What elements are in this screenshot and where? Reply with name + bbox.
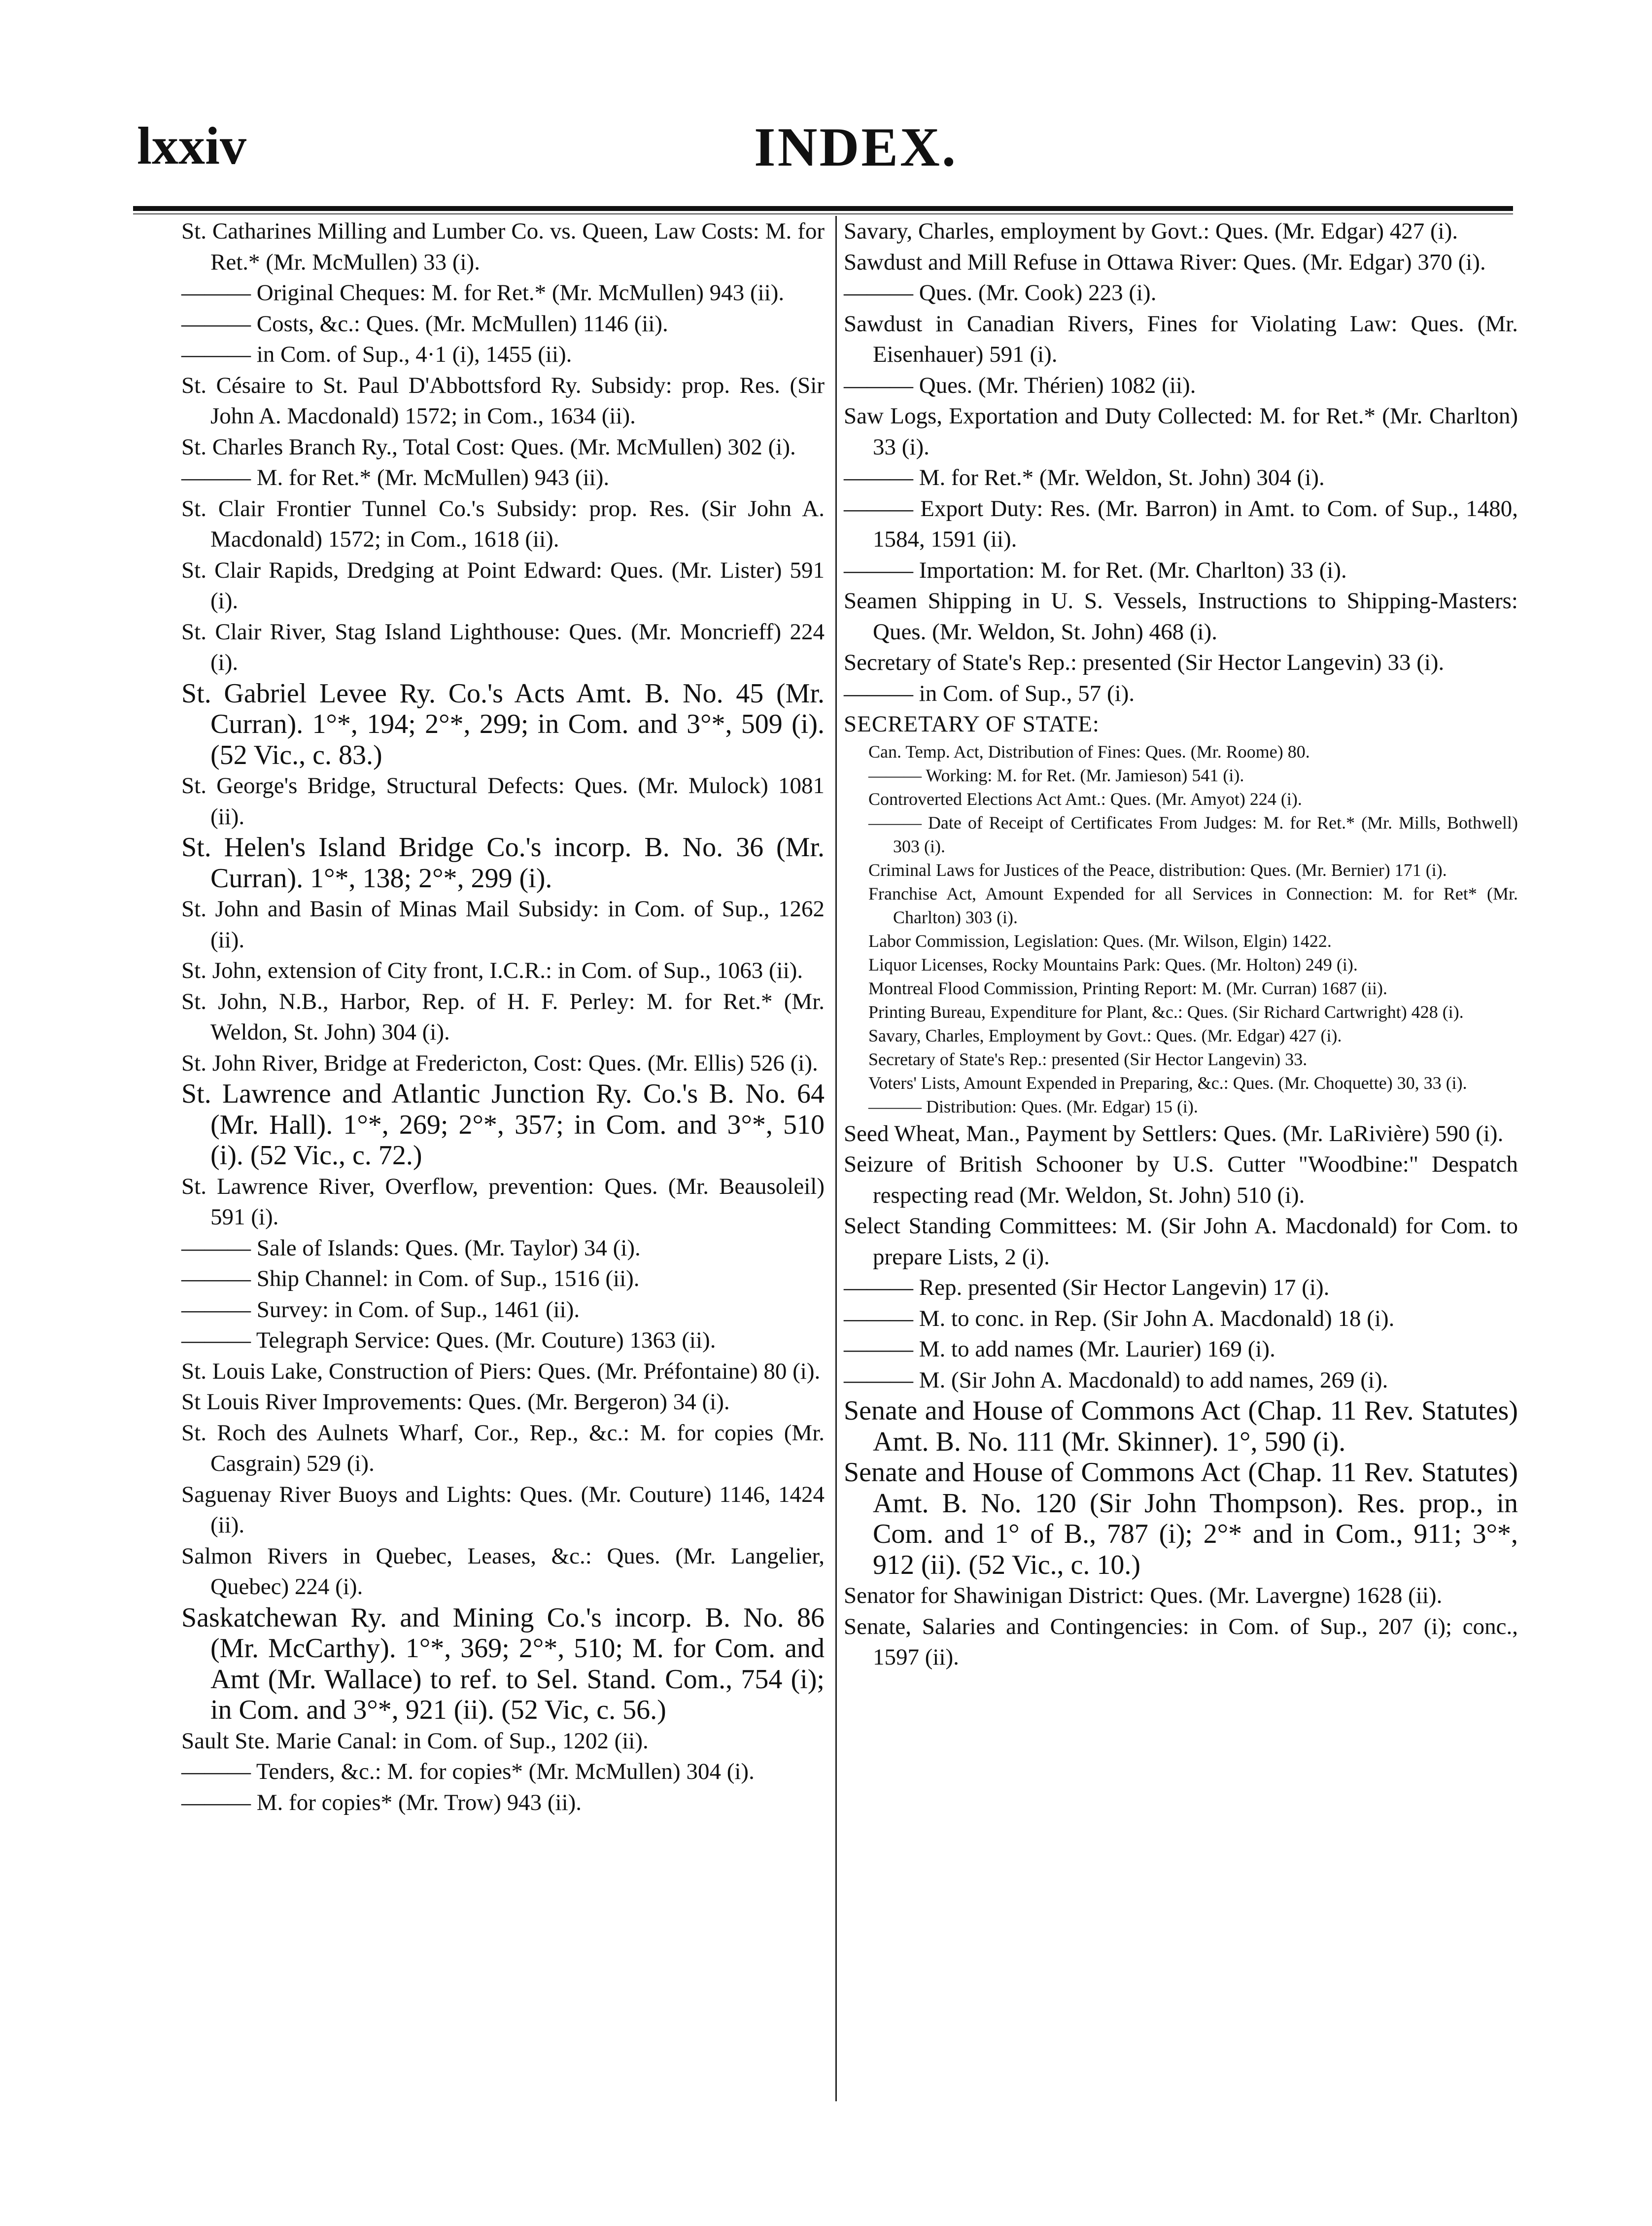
- index-entry: ——— Sale of Islands: Ques. (Mr. Taylor) 34 (i).: [181, 1235, 641, 1261]
- index-entry: Senate and House of Commons Act (Chap. 11 Rev. Statutes) Amt. B. No. 120 (Sir John Thompson). Res. prop., in Com. and 1° of B., 787 (i); 2°* and in Com., 911; 3°*, 912 (ii). (52 Vic., c. 10.): [844, 1457, 1518, 1580]
- index-entry: St. Lawrence River, Overflow, prevention: Ques. (Mr. Beausoleil) 591 (i).: [181, 1173, 825, 1230]
- index-entry: Select Standing Committees: M. (Sir John A. Macdonald) for Com. to prepare Lists, 2 (i).: [844, 1213, 1518, 1270]
- index-entry: ——— M. (Sir John A. Macdonald) to add names, 269 (i).: [844, 1367, 1388, 1393]
- index-entry: Criminal Laws for Justices of the Peace, distribution: Ques. (Mr. Bernier) 171 (i).: [868, 860, 1447, 880]
- index-entry: ——— Ques. (Mr. Cook) 223 (i).: [844, 280, 1157, 306]
- index-entry: Sawdust in Canadian Rivers, Fines for Violating Law: Ques. (Mr. Eisenhauer) 591 (i).: [844, 311, 1518, 367]
- index-entry: Franchise Act, Amount Expended for all Services in Connection: M. for Ret* (Mr. Charlton) 303 (i).: [868, 883, 1518, 927]
- index-entry: St. Charles Branch Ry., Total Cost: Ques. (Mr. McMullen) 302 (i).: [181, 434, 796, 460]
- index-entry: Saguenay River Buoys and Lights: Ques. (Mr. Couture) 1146, 1424 (ii).: [181, 1481, 825, 1538]
- header-rule-thin: [133, 213, 1513, 214]
- index-entry: St. Gabriel Levee Ry. Co.'s Acts Amt. B. No. 45 (Mr. Curran). 1°*, 194; 2°*, 299; in Com. and 3°*, 509 (i). (52 Vic., c. 83.): [181, 678, 825, 770]
- index-entry: St. Lawrence and Atlantic Junction Ry. Co.'s B. No. 64 (Mr. Hall). 1°*, 269; 2°*, 357; in Com. and 3°*, 510 (i). (52 Vic., c. 72.): [181, 1078, 825, 1171]
- index-entry: St. Césaire to St. Paul D'Abbottsford Ry. Subsidy: prop. Res. (Sir John A. Macdonald) 1572; in Com., 1634 (ii).: [181, 372, 825, 429]
- index-entry: ——— Telegraph Service: Ques. (Mr. Couture) 1363 (ii).: [181, 1327, 716, 1353]
- index-entry: ——— Importation: M. for Ret. (Mr. Charlton) 33 (i).: [844, 557, 1347, 583]
- index-entry: Labor Commission, Legislation: Ques. (Mr. Wilson, Elgin) 1422.: [868, 931, 1332, 951]
- index-entry: Seamen Shipping in U. S. Vessels, Instructions to Shipping-Masters: Ques. (Mr. Weldon, St. John) 468 (i).: [844, 588, 1518, 645]
- index-entry: Seizure of British Schooner by U.S. Cutter "Woodbine:" Despatch respecting read (Mr. Weldon, St. John) 510 (i).: [844, 1151, 1518, 1208]
- index-entry: St. Roch des Aulnets Wharf, Cor., Rep., &c.: M. for copies (Mr. Casgrain) 529 (i).: [181, 1420, 825, 1476]
- index-entry: ——— Distribution: Ques. (Mr. Edgar) 15 (i).: [868, 1096, 1198, 1116]
- index-entry: St Louis River Improvements: Ques. (Mr. Bergeron) 34 (i).: [181, 1389, 730, 1415]
- index-entry: ——— in Com. of Sup., 4·1 (i), 1455 (ii).: [181, 342, 572, 367]
- index-entry: ——— M. for Ret.* (Mr. McMullen) 943 (ii).: [181, 465, 610, 490]
- page-number: lxxiv: [137, 117, 247, 175]
- index-entry: Can. Temp. Act, Distribution of Fines: Ques. (Mr. Roome) 80.: [868, 741, 1310, 762]
- index-entry: ——— Export Duty: Res. (Mr. Barron) in Amt. to Com. of Sup., 1480, 1584, 1591 (ii).: [844, 495, 1518, 552]
- index-entry: Secretary of State's Rep.: presented (Sir Hector Langevin) 33 (i).: [844, 650, 1445, 675]
- index-entry: Salmon Rivers in Quebec, Leases, &c.: Ques. (Mr. Langelier, Quebec) 224 (i).: [181, 1543, 825, 1600]
- index-entry: Savary, Charles, employment by Govt.: Ques. (Mr. Edgar) 427 (i).: [844, 218, 1458, 244]
- index-entry: Seed Wheat, Man., Payment by Settlers: Ques. (Mr. LaRivière) 590 (i).: [844, 1120, 1504, 1147]
- right-column: [844, 216, 1518, 1673]
- index-entry: St. John, N.B., Harbor, Rep. of H. F. Perley: M. for Ret.* (Mr. Weldon, St. John) 304 (i).: [181, 988, 825, 1045]
- index-entry: St. Clair River, Stag Island Lighthouse: Ques. (Mr. Moncrieff) 224 (i).: [181, 619, 825, 675]
- index-entry: Saskatchewan Ry. and Mining Co.'s incorp. B. No. 86 (Mr. McCarthy). 1°*, 369; 2°*, 510; M. for Com. and Amt (Mr. Wallace) to ref. to Sel. Stand. Com., 754 (i); in Com. and 3°*, 921 (ii). (52 Vic, c. 56.): [181, 1602, 825, 1725]
- index-entry: Montreal Flood Commission, Printing Report: M. (Mr. Curran) 1687 (ii).: [868, 978, 1387, 998]
- index-entry: Savary, Charles, Employment by Govt.: Ques. (Mr. Edgar) 427 (i).: [868, 1025, 1342, 1045]
- index-entry: ——— Costs, &c.: Ques. (Mr. McMullen) 1146 (ii).: [181, 311, 668, 337]
- section-heading: SECRETARY OF STATE:: [844, 711, 1100, 737]
- index-entry: St. John River, Bridge at Fredericton, Cost: Ques. (Mr. Ellis) 526 (i).: [181, 1050, 818, 1076]
- index-entry: St. Louis Lake, Construction of Piers: Ques. (Mr. Préfontaine) 80 (i).: [181, 1358, 821, 1384]
- index-entry: St. Helen's Island Bridge Co.'s incorp. B. No. 36 (Mr. Curran). 1°*, 138; 2°*, 299 (i).: [181, 832, 825, 894]
- index-entry: ——— in Com. of Sup., 57 (i).: [844, 680, 1135, 706]
- index-entry: Printing Bureau, Expenditure for Plant, &c.: Ques. (Sir Richard Cartwright) 428 (i).: [868, 1002, 1464, 1022]
- index-entry: Senator for Shawinigan District: Ques. (Mr. Lavergne) 1628 (ii).: [844, 1583, 1443, 1608]
- index-entry: ——— Rep. presented (Sir Hector Langevin) 17 (i).: [844, 1275, 1330, 1300]
- index-entry: St. John, extension of City front, I.C.R.: in Com. of Sup., 1063 (ii).: [181, 958, 803, 983]
- left-column: [181, 216, 825, 1818]
- index-entry: Senate, Salaries and Contingencies: in Com. of Sup., 207 (i); conc., 1597 (ii).: [844, 1613, 1518, 1670]
- index-entry: St. Catharines Milling and Lumber Co. vs. Queen, Law Costs: M. for Ret.* (Mr. McMullen) 33 (i).: [181, 218, 825, 275]
- index-entry: Controverted Elections Act Amt.: Ques. (Mr. Amyot) 224 (i).: [868, 789, 1302, 809]
- index-entry: St. John and Basin of Minas Mail Subsidy: in Com. of Sup., 1262 (ii).: [181, 896, 825, 953]
- index-entry: St. Clair Rapids, Dredging at Point Edward: Ques. (Mr. Lister) 591 (i).: [181, 557, 825, 614]
- index-entry: ——— Tenders, &c.: M. for copies* (Mr. McMullen) 304 (i).: [181, 1759, 755, 1784]
- index-entry: Voters' Lists, Amount Expended in Preparing, &c.: Ques. (Mr. Choquette) 30, 33 (i).: [868, 1073, 1467, 1093]
- index-entry: ——— Survey: in Com. of Sup., 1461 (ii).: [181, 1296, 580, 1322]
- index-entry: ——— M. to conc. in Rep. (Sir John A. Macdonald) 18 (i).: [844, 1305, 1395, 1331]
- index-entry: Secretary of State's Rep.: presented (Sir Hector Langevin) 33.: [868, 1049, 1308, 1069]
- index-entry: ——— Date of Receipt of Certificates From Judges: M. for Ret.* (Mr. Mills, Bothwell) 303 (i).: [868, 812, 1518, 856]
- page-title: INDEX.: [754, 117, 958, 178]
- index-entry: ——— M. for Ret.* (Mr. Weldon, St. John) 304 (i).: [844, 465, 1325, 490]
- index-entry: ——— M. to add names (Mr. Laurier) 169 (i).: [844, 1336, 1275, 1362]
- index-entry: St. Clair Frontier Tunnel Co.'s Subsidy: prop. Res. (Sir John A. Macdonald) 1572; in Com., 1618 (ii).: [181, 495, 825, 552]
- index-entry: Saw Logs, Exportation and Duty Collected: M. for Ret.* (Mr. Charlton) 33 (i).: [844, 403, 1518, 460]
- index-entry: ——— Original Cheques: M. for Ret.* (Mr. McMullen) 943 (ii).: [181, 280, 785, 306]
- column-divider: [835, 216, 837, 2101]
- index-entry: Sault Ste. Marie Canal: in Com. of Sup., 1202 (ii).: [181, 1728, 649, 1754]
- index-entry: Senate and House of Commons Act (Chap. 11 Rev. Statutes) Amt. B. No. 111 (Mr. Skinner). 1°, 590 (i).: [844, 1395, 1518, 1457]
- index-entry: Sawdust and Mill Refuse in Ottawa River: Ques. (Mr. Edgar) 370 (i).: [844, 249, 1486, 275]
- header-rule: [133, 206, 1513, 211]
- index-entry: St. George's Bridge, Structural Defects: Ques. (Mr. Mulock) 1081 (ii).: [181, 773, 825, 830]
- index-entry: ——— Working: M. for Ret. (Mr. Jamieson) 541 (i).: [868, 765, 1244, 785]
- index-entry: ——— M. for copies* (Mr. Trow) 943 (ii).: [181, 1789, 582, 1815]
- index-entry: ——— Ship Channel: in Com. of Sup., 1516 (ii).: [181, 1266, 640, 1291]
- index-entry: ——— Ques. (Mr. Thérien) 1082 (ii).: [844, 372, 1196, 398]
- index-entry: Liquor Licenses, Rocky Mountains Park: Ques. (Mr. Holton) 249 (i).: [868, 954, 1358, 974]
